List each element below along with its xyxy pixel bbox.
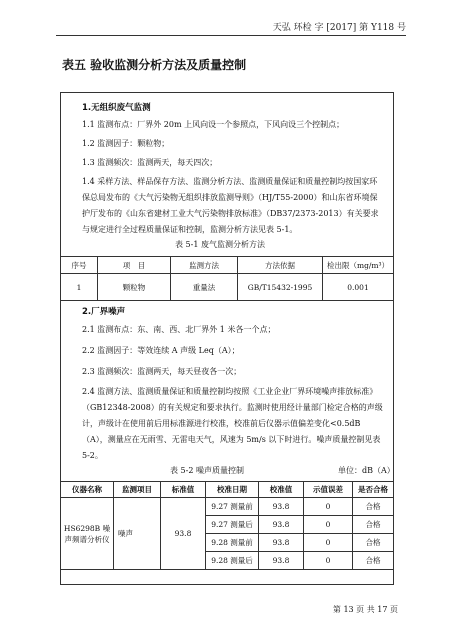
t2-instrument: HS6298B 噪声频谱分析仪 — [61, 498, 114, 570]
sec1-line-1: 1.1 监测布点：厂界外 20m 上风向设一个参照点，下风向设三个控制点； — [82, 120, 345, 129]
sec1-line-2: 1.2 监测因子：颗粒物； — [82, 139, 170, 148]
table-row — [61, 274, 394, 301]
t2-cell: 0 — [304, 516, 353, 534]
t2-header: 监测项目 — [114, 482, 161, 498]
t2-header: 标准值 — [161, 482, 206, 498]
t1-header: 序号 — [61, 257, 98, 274]
t2-header: 校准值 — [259, 482, 304, 498]
t2-header: 仪器名称 — [61, 482, 114, 498]
t2-cell: 合格 — [353, 534, 394, 552]
t1-cell: GB/T15432-1995 — [238, 274, 323, 301]
t2-cell: 合格 — [353, 516, 394, 534]
t2-cell: 9.28 测量后 — [206, 552, 259, 570]
t2-cell: 9.27 测量前 — [206, 498, 259, 516]
t2-cell: 93.8 — [259, 534, 304, 552]
t1-header: 检出限（mg/m³） — [323, 257, 394, 274]
section-title: 表五 验收监测分析方法及质量控制 — [62, 58, 247, 72]
header-divider — [56, 35, 406, 36]
t2-cell: 0 — [304, 552, 353, 570]
t2-cell: 9.28 测量前 — [206, 534, 259, 552]
report-number: 天弘 环检 字 [2017] 第 Y118 号 — [272, 23, 406, 33]
t2-item: 噪声 — [114, 498, 161, 570]
sec2-paragraph: 2.4 监测方法、监测质量保证和质量控制均按照《工业企业厂界环境噪声排放标准》（GB12348-2008）的有关规定和要求执行。监测时使用经计量部门检定合格的声级计，声级计在使用前后用标准源进行校准，校准前后仪器示值偏差变化<0.5dB（A），测量应在无雨雪、无雷电天气，风速为 5m/s 以下时进行。噪声质量控制见表 5-2。 — [82, 387, 383, 460]
t2-cell: 0 — [304, 534, 353, 552]
t2-cell: 合格 — [353, 552, 394, 570]
sec2-line-1: 2.1 监测布点：东、南、西、北厂界外 1 米各一个点； — [82, 325, 276, 334]
sec1-line-3: 1.3 监测频次：监测两天，每天四次； — [82, 158, 218, 167]
sec1-heading: 1.无组织废气监测 — [82, 103, 151, 113]
t2-header: 校准日期 — [206, 482, 259, 498]
t1-header: 监测方法 — [171, 257, 238, 274]
t2-cell: 93.8 — [259, 552, 304, 570]
page-number: 第 13 页 共 17 页 — [332, 605, 398, 614]
t1-cell: 0.001 — [323, 274, 394, 301]
t2-cell: 0 — [304, 498, 353, 516]
t1-header: 项 目 — [98, 257, 171, 274]
t2-standard: 93.8 — [161, 498, 206, 570]
sec2-line-3: 2.3 监测频次：监测两天，每天昼夜各一次； — [82, 367, 242, 376]
table1 — [60, 256, 394, 301]
sec2-line-2: 2.2 监测因子：等效连续 A 声级 Leq（A）； — [82, 346, 240, 355]
t2-header: 示值误差 — [304, 482, 353, 498]
t1-cell: 颗粒物 — [98, 274, 171, 301]
table1-caption: 表 5-1 废气监测分析方法 — [175, 240, 265, 249]
table2-caption: 表 5-2 噪声质量控制 — [170, 466, 244, 475]
t1-cell: 1 — [61, 274, 98, 301]
t2-header: 是否合格 — [353, 482, 394, 498]
table2 — [60, 481, 394, 570]
t2-cell: 合格 — [353, 498, 394, 516]
sec1-paragraph: 1.4 采样方法、样品保存方法、监测分析方法、监测质量保证和质量控制均按国家环保总局发布的《大气污染物无组织排放监测导则》（HJ/T55-2000）和山东省环境保护厅发布的《山东省建材工业大气污染物排放标准》（DB37/2373-2013）有关要求与规定进行全过程质量保证和控制，监测分析方法见表 5-1。 — [82, 177, 379, 234]
t2-cell: 93.8 — [259, 498, 304, 516]
table2-unit: 单位：dB（A） — [338, 466, 395, 475]
table-row — [61, 498, 394, 516]
t2-cell: 93.8 — [259, 516, 304, 534]
t1-header: 方法依据 — [238, 257, 323, 274]
sec2-heading: 2.厂界噪声 — [82, 307, 126, 317]
t1-cell: 重量法 — [171, 274, 238, 301]
t2-cell: 9.27 测量后 — [206, 516, 259, 534]
